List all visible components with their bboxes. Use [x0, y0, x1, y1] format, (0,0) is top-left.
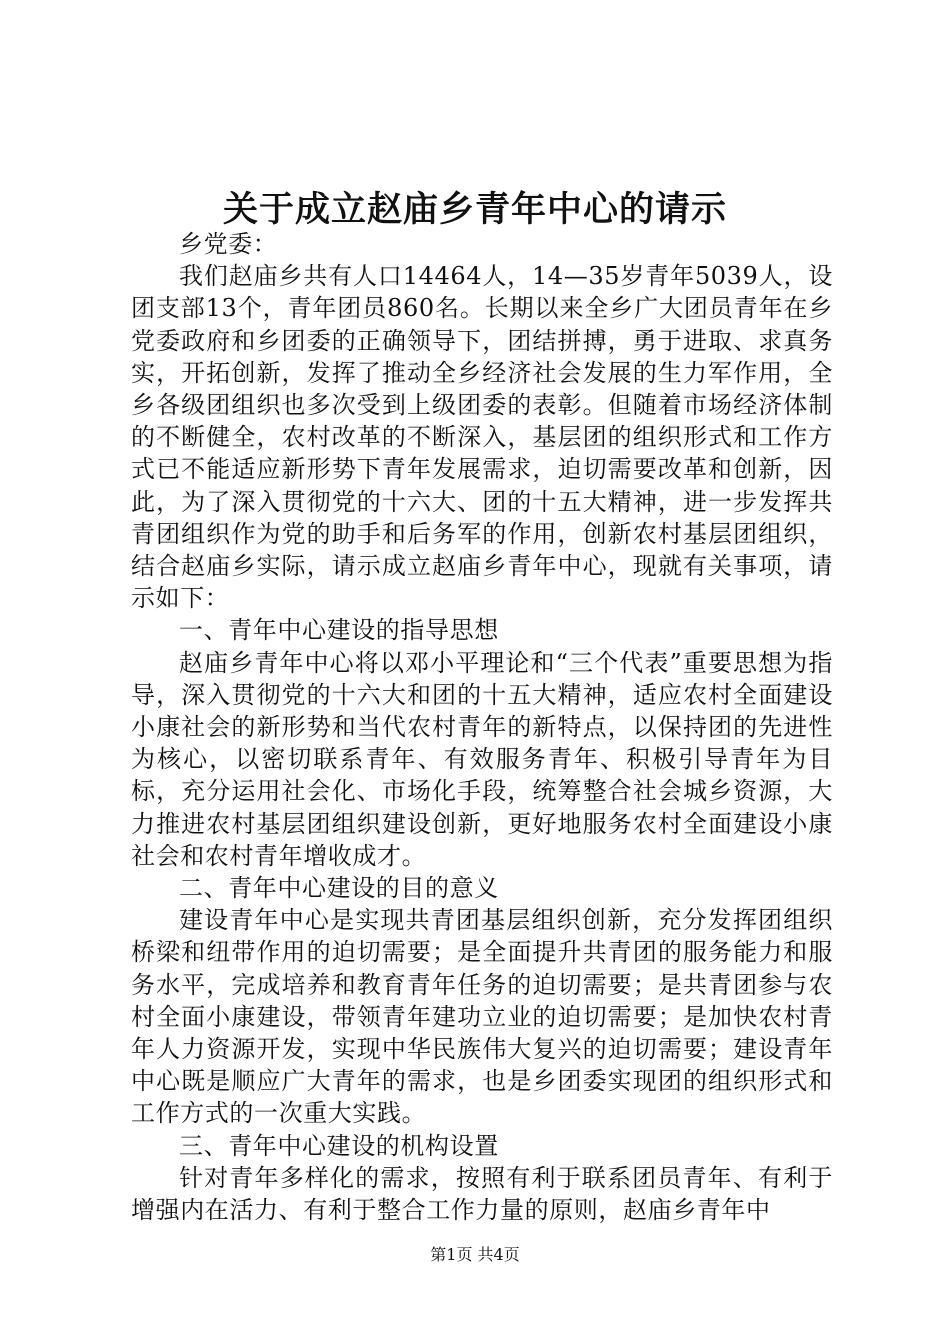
- section-heading-organization: 三、青年中心建设的机构设置: [179, 1131, 499, 1160]
- paragraph-intro: 我们赵庙乡共有人口14464人，14—35岁青年5039人，设团支部13个，青年团员860名。长期以来全乡广大团员青年在乡党委政府和乡团委的正确领导下，团结拼搏，勇于进取、求真务实，开拓创新，发挥了推动全乡经济社会发展的生力军作用，全乡各级团组织也多次受到上级团委的表彰。但随着市场经济体制的不断健全，农村改革的不断深入，基层团的组织形式和工作方式已不能适应新形势下青年发展需求，迫切需要改革和创新，因此，为了深入贯彻党的十六大、团的十五大精神，进一步发挥共青团组织作为党的助手和后务军的作用，创新农村基层团组织，结合赵庙乡实际，请示成立赵庙乡青年中心，现就有关事项，请示如下：: [131, 262, 833, 613]
- page-footer: 第1页 共4页: [430, 1245, 520, 1264]
- section-heading-guiding-ideology: 一、青年中心建设的指导思想: [179, 616, 499, 645]
- document-title: 关于成立赵庙乡青年中心的请示: [222, 189, 727, 230]
- document-body: [131, 228, 833, 1226]
- paragraph-guiding-ideology: 赵庙乡青年中心将以邓小平理论和“三个代表”重要思想为指导，深入贯彻党的十六大和团的十五大精神，适应农村全面建设小康社会的新形势和当代农村青年的新特点，以保持团的先进性为核心，以密切联系青年、有效服务青年、积极引导青年为目标，充分运用社会化、市场化手段，统筹整合社会城乡资源，大力推进农村基层团组织建设创新，更好地服务农村全面建设小康社会和农村青年增收成才。: [131, 648, 833, 870]
- section-heading-purpose: 二、青年中心建设的目的意义: [179, 874, 499, 903]
- paragraph-organization: 针对青年多样化的需求，按照有利于联系团员青年、有利于增强内在活力、有利于整合工作力量的原则，赵庙乡青年中: [131, 1163, 833, 1225]
- salutation: 乡党委：: [179, 230, 278, 258]
- paragraph-purpose: 建设青年中心是实现共青团基层组织创新，充分发挥团组织桥梁和纽带作用的迫切需要；是全面提升共青团的服务能力和服务水平，完成培养和教育青年任务的迫切需要；是共青团参与农村全面小康建设，带领青年建功立业的迫切需要；是加快农村青年人力资源开发，实现中华民族伟大复兴的迫切需要；建设青年中心既是顺应广大青年的需求，也是乡团委实现团的组织形式和工作方式的一次重大实践。: [131, 906, 833, 1128]
